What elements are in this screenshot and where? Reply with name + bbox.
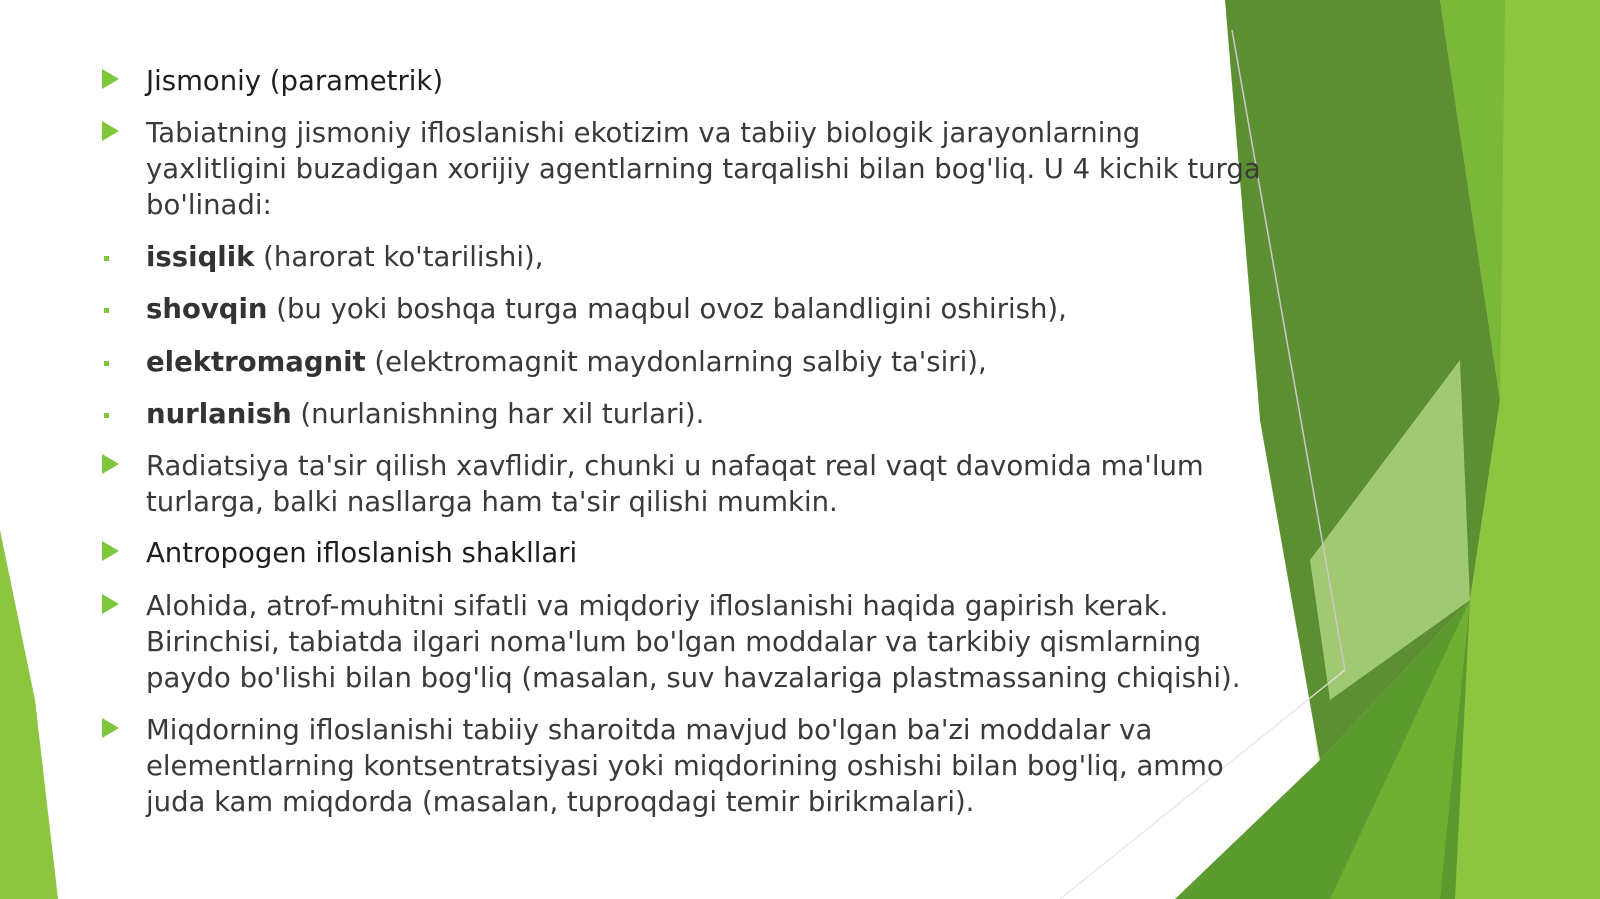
bullet-description: (harorat ko'tarilishi), [254, 241, 544, 273]
arrow-bullet-icon [102, 718, 119, 738]
bullet-item [146, 588, 1286, 696]
square-bullet-icon [104, 308, 109, 313]
arrow-bullet-icon [102, 69, 119, 89]
bullet-item [146, 535, 1286, 571]
sub-bullet-item [146, 291, 1286, 327]
bullet-text: Miqdorning ifloslanishi tabiiy sharoitda mavjud bo'lgan ba'zi moddalar va elementlarning kontsentratsiyasi yoki miqdorining oshishi bilan bog'liq, ammo juda kam miqdorda (masalan, tuproqdagi temir birikmalari). [146, 714, 1224, 818]
bullet-text [146, 239, 1286, 275]
bullet-description: (elektromagnit maydonlarning salbiy ta'siri), [365, 346, 987, 378]
bullet-term: issiqlik [146, 241, 255, 273]
arrow-bullet-icon [102, 454, 119, 474]
square-bullet-icon [104, 256, 109, 261]
bullet-text: Antropogen ifloslanish shakllari [146, 537, 578, 569]
bullet-text: Tabiatning jismoniy ifloslanishi ekotizim va tabiiy biologik jarayonlarning yaxlitligini buzadigan xorijiy agentlarning tarqalishi bilan bog'liq. U 4 kichik turga bo'linadi: [146, 117, 1261, 221]
bullet-term: shovqin [146, 293, 268, 325]
arrow-bullet-icon [102, 121, 119, 141]
sub-bullet-item [146, 344, 1286, 380]
bullet-term: elektromagnit [146, 346, 366, 378]
sub-bullet-item [146, 239, 1286, 275]
bullet-text: Jismoniy (parametrik) [146, 65, 444, 97]
arrow-bullet-icon [102, 594, 119, 614]
sub-bullet-item [146, 396, 1286, 432]
arrow-bullet-icon [102, 541, 119, 561]
square-bullet-icon [104, 413, 109, 418]
bullet-item [146, 712, 1286, 820]
bullet-description: (bu yoki boshqa turga maqbul ovoz balandligini oshirish), [267, 293, 1067, 325]
bullet-item [146, 115, 1286, 223]
bullet-term: nurlanish [146, 398, 292, 430]
bullet-text: Alohida, atrof-muhitni sifatli va miqdoriy ifloslanishi haqida gapirish kerak. Birinchisi, tabiatda ilgari noma'lum bo'lgan moddalar va tarkibiy qismlarning paydo bo'lishi bilan bog'liq (masalan, suv havzalariga plastmassaning chiqishi). [146, 590, 1241, 694]
bullet-description: (nurlanishning har xil turlari). [291, 398, 705, 430]
bullet-text [146, 344, 1286, 380]
bullet-text: Radiatsiya ta'sir qilish xavflidir, chunki u nafaqat real vaqt davomida ma'lum turlarga, balki nasllarga ham ta'sir qilishi mumkin. [146, 450, 1204, 518]
square-bullet-icon [104, 361, 109, 366]
bullet-item [146, 63, 1286, 99]
bullet-text [146, 396, 1286, 432]
bullet-item [146, 448, 1286, 520]
bullet-text [146, 291, 1286, 327]
